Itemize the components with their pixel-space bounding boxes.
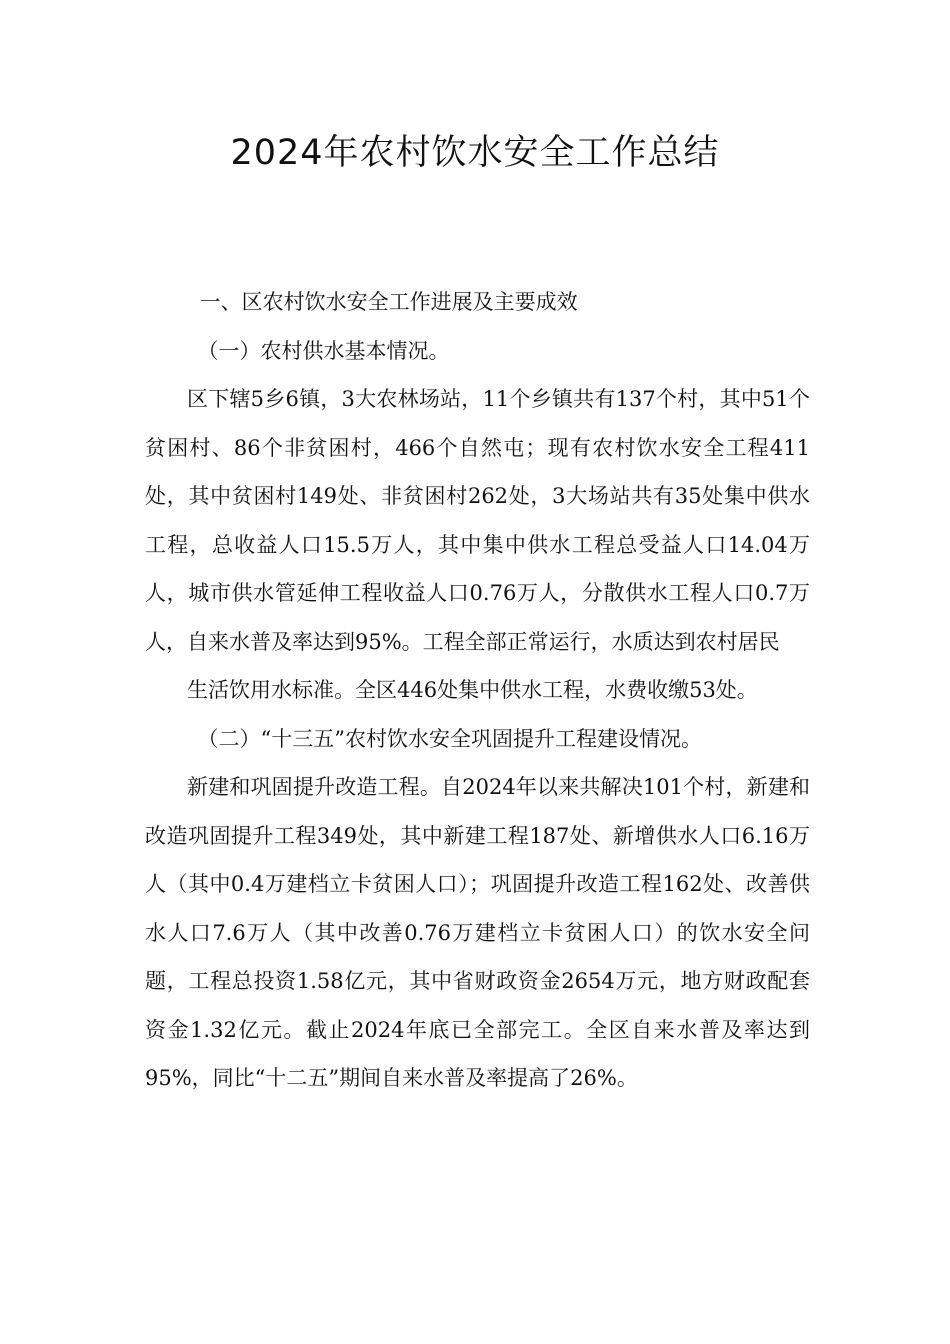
paragraph: 新建和巩固提升改造工程。自2024年以来共解决101个村，新建和改造巩固提升工程349处，其中新建工程187处、新增供水人口6.16万人（其中0.4万建档立卡贫困人口）；巩固提升改造工程162处、改善供水人口7.6万人（其中改善0.76万建档立卡贫困人口）的饮水安全问题，工程总投资1.58亿元，其中省财政资金2654万元，地方财政配套资金1.32亿元。截止2024年底已全部完工。全区自来水普及率达到95%，同比“十二五”期间自来水普及率提高了26%。 <box>145 775 810 1090</box>
document-body <box>145 278 810 1103</box>
paragraph: 生活饮用水标准。全区446处集中供水工程，水费收缴53处。 <box>187 678 758 702</box>
subsection-heading: （一）农村供水基本情况。 <box>197 338 450 363</box>
paragraph: 区下辖5乡6镇，3大农林场站，11个乡镇共有137个村，其中51个贫困村、86个非贫困村，466个自然屯；现有农村饮水安全工程411处，其中贫困村149处、非贫困村262处，3大场站共有35处集中供水工程，总收益人口15.5万人，其中集中供水工程总受益人口14.04万人，城市供水管延伸工程收益人口0.76万人，分散供水工程人口0.7万人，自来水普及率达到95%。工程全部正常运行，水质达到农村居民 <box>145 387 810 654</box>
section-heading: 一、区农村饮水安全工作进展及主要成效 <box>199 290 578 314</box>
document-title: 2024年农村饮水安全工作总结 <box>230 133 720 173</box>
subsection-heading: （二）“十三五”农村饮水安全巩固提升工程建设情况。 <box>197 726 702 751</box>
